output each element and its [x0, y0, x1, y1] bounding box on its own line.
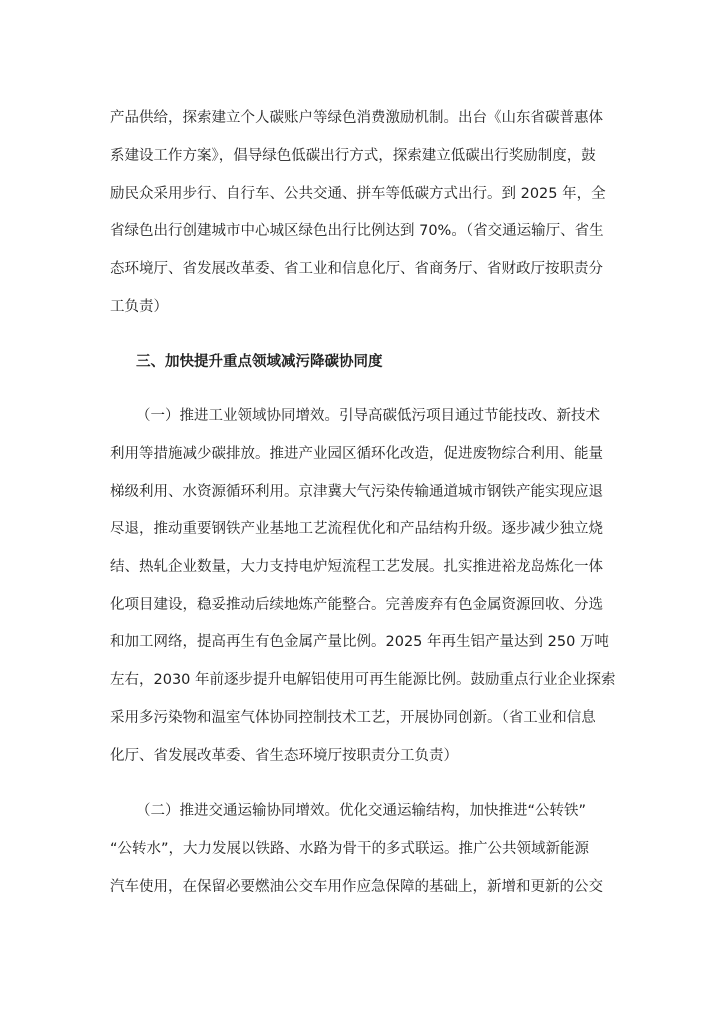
text-line: 利用等措施减少碳排放。推进产业园区循环化改造，促进废物综合利用、能量	[110, 446, 603, 462]
section-heading: 三、加快提升重点领域减污降碳协同度	[136, 354, 383, 370]
text-line: 系建设工作方案》，倡导绿色低碳出行方式，探索建立低碳出行奖励制度，鼓	[110, 148, 596, 164]
text-line: 和加工网络，提高再生有色金属产量比例。2025 年再生铝产量达到 250 万吨	[110, 634, 609, 650]
text-line: 产品供给，探索建立个人碳账户等绿色消费激励机制。出台《山东省碳普惠体	[110, 110, 603, 126]
text-line: 省绿色出行创建城市中心城区绿色出行比例达到 70%。（省交通运输厅、省生	[110, 223, 604, 239]
text-line: 态环境厅、省发展改革委、省工业和信息化厅、省商务厅、省财政厅按职责分	[110, 261, 603, 277]
text-line: 汽车使用，在保留必要燃油公交车用作应急保障的基础上，新增和更新的公交	[110, 879, 603, 895]
text-line: 结、热轧企业数量，大力支持电炉短流程工艺发展。扎实推进裕龙岛炼化一体	[110, 559, 603, 575]
text-line: 工负责）	[110, 299, 168, 315]
text-line: “公转水”，大力发展以铁路、水路为骨干的多式联运。推广公共领域新能源	[110, 841, 590, 857]
text-line: （二）推进交通运输协同增效。优化交通运输结构，加快推进“公转铁”	[136, 803, 587, 819]
text-line: 励民众采用步行、自行车、公共交通、拼车等低碳方式出行。到 2025 年，全	[110, 186, 606, 202]
text-line: （一）推进工业领域协同增效。引导高碳低污项目通过节能技改、新技术	[136, 408, 600, 424]
text-line: 化厅、省发展改革委、省生态环境厅按职责分工负责）	[110, 748, 458, 764]
text-line: 梯级利用、水资源循环利用。京津冀大气污染传输通道城市钢铁产能实现应退	[110, 484, 603, 500]
text-line: 化项目建设，稳妥推动后续地炼产能整合。完善废弃有色金属资源回收、分选	[110, 597, 603, 613]
text-line: 采用多污染物和温室气体协同控制技术工艺，开展协同创新。（省工业和信息	[110, 710, 596, 726]
text-line: 左右，2030 年前逐步提升电解铝使用可再生能源比例。鼓励重点行业企业探索	[110, 672, 616, 688]
document-body	[110, 0, 614, 1024]
text-line: 尽退，推动重要钢铁产业基地工艺流程优化和产品结构升级。逐步减少独立烧	[110, 521, 603, 537]
